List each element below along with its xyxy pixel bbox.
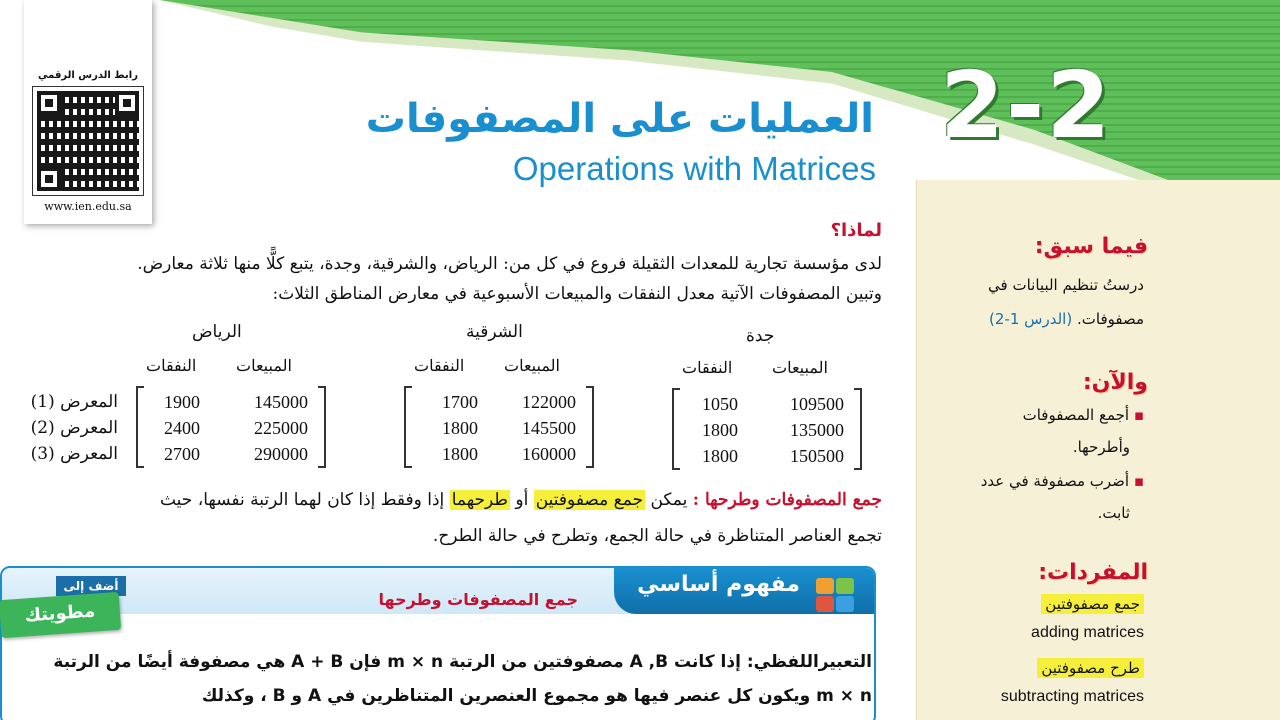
bullet-icon: ▪ <box>1129 406 1144 424</box>
concept-subtitle: جمع المصفوفات وطرحها <box>378 590 578 609</box>
matrix-cell: 1800 <box>702 446 738 466</box>
vocab-en: adding matrices <box>1031 624 1144 641</box>
previous-text-line2 <box>989 310 1144 328</box>
text: أو <box>515 490 529 510</box>
concept-title: مفهوم أساسي <box>637 572 800 597</box>
matrix-cell: 1800 <box>442 418 478 438</box>
qr-pattern <box>37 91 139 191</box>
matrix-cell: 109500 <box>790 394 844 414</box>
page-title-arabic: العمليات على المصفوفات <box>365 96 874 142</box>
matrix-cell: 122000 <box>522 392 576 412</box>
col-expenses: النفقات <box>682 358 733 377</box>
col-sales: المبيعات <box>236 356 292 375</box>
add-sub-paragraph-line1 <box>160 490 882 510</box>
concept-line1: التعبيراللفظي: إذا كانت A ,B مصفوفتين من الرتبة m × n فإن A + B هي مصفوفة أيضًا من الرتبة <box>53 652 872 672</box>
term-subtract: طرحهما <box>451 490 508 510</box>
now-item2-line2: ثابت. <box>1097 504 1130 522</box>
text: أضرب مصفوفة في عدد <box>980 472 1130 490</box>
matrix-cell: 145500 <box>522 418 576 438</box>
matrix-cell: 145000 <box>254 392 308 412</box>
lesson-reference[interactable]: (الدرس 1-2) <box>989 310 1073 328</box>
concept-tab <box>614 568 874 614</box>
matrix-cell: 135000 <box>790 420 844 440</box>
previous-text-line1: درستُ تنظيم البيانات في <box>988 276 1144 294</box>
matrix-cell: 1800 <box>702 420 738 440</box>
matrix-cell: 290000 <box>254 444 308 464</box>
vocab-en: subtracting matrices <box>1000 688 1144 705</box>
why-paragraph-line1: لدى مؤسسة تجارية للمعدات الثقيلة فروع في كل من: الرياض، والشرقية، وجدة، يتبع كلًّا منها ثلاثة معارض. <box>137 254 882 274</box>
lesson-number: 2-2 <box>940 52 1113 159</box>
qr-url[interactable]: www.ien.edu.sa <box>44 200 132 213</box>
term-add: جمع مصفوفتين <box>535 490 644 510</box>
region-eastern: الشرقية <box>466 322 523 342</box>
qr-label: رابط الدرس الرقمي <box>38 70 138 81</box>
matrix-cell: 2400 <box>164 418 200 438</box>
region-riyadh: الرياض <box>192 322 242 342</box>
add-sub-paragraph-line2: تجمع العناصر المتناظرة في حالة الجمع، وتطرح في حالة الطرح. <box>432 526 882 546</box>
matrix-cell: 2700 <box>164 444 200 464</box>
now-item2-line1 <box>981 472 1144 490</box>
why-paragraph-line2: وتبين المصفوفات الآتية معدل النفقات والمبيعات الأسبوعية في معارض المناطق الثلاث: <box>272 284 882 304</box>
col-sales: المبيعات <box>772 358 828 377</box>
now-item1-line2: وأطرحها. <box>1072 438 1130 456</box>
region-jeddah: جدة <box>746 326 775 346</box>
row-label: المعرض (2) <box>30 418 118 438</box>
page-title-english: Operations with Matrices <box>512 150 876 187</box>
qr-code-icon[interactable] <box>32 86 144 196</box>
text: أجمع المصفوفات <box>1022 406 1130 424</box>
row-label: المعرض (3) <box>30 444 118 464</box>
vocab-ar: طرح مصفوفتين <box>1037 658 1144 678</box>
row-label: المعرض (1) <box>30 392 118 412</box>
previous-heading: فيما سبق: <box>1034 234 1148 259</box>
foldable-tab-top: أضف إلى <box>56 576 126 596</box>
qr-card[interactable] <box>24 0 152 224</box>
matrix-cell: 225000 <box>254 418 308 438</box>
qr-finder <box>37 91 61 115</box>
foldable-tab-bottom: مطويتك <box>0 592 121 638</box>
add-sub-heading: جمع المصفوفات وطرحها : <box>692 490 882 510</box>
puzzle-icon <box>812 572 860 616</box>
vocab-ar: جمع مصفوفتين <box>1041 594 1144 614</box>
why-heading: لماذا؟ <box>830 220 882 241</box>
text: إذا وفقط إذا كان لهما الرتبة نفسها، حيث <box>159 490 445 510</box>
matrix-cell: 150500 <box>790 446 844 466</box>
qr-finder <box>37 167 61 191</box>
matrix-cell: 1700 <box>442 392 478 412</box>
concept-line2: m × n ويكون كل عنصر فيها هو مجموع العنصرين المتناظرين في A و B ، وكذلك <box>201 686 872 706</box>
text: يمكن <box>650 490 688 510</box>
text: مصفوفات. <box>1076 310 1144 328</box>
bullet-icon: ▪ <box>1129 472 1144 490</box>
vocab-heading: المفردات: <box>1038 560 1148 585</box>
now-heading: والآن: <box>1082 370 1148 395</box>
col-expenses: النفقات <box>146 356 197 375</box>
matrix-cell: 1900 <box>164 392 200 412</box>
matrix-cell: 1800 <box>442 444 478 464</box>
col-expenses: النفقات <box>414 356 465 375</box>
qr-finder <box>115 91 139 115</box>
matrix-cell: 160000 <box>522 444 576 464</box>
foldable-tab[interactable] <box>0 576 126 636</box>
now-item1-line1 <box>1023 406 1144 424</box>
col-sales: المبيعات <box>504 356 560 375</box>
matrix-cell: 1050 <box>702 394 738 414</box>
